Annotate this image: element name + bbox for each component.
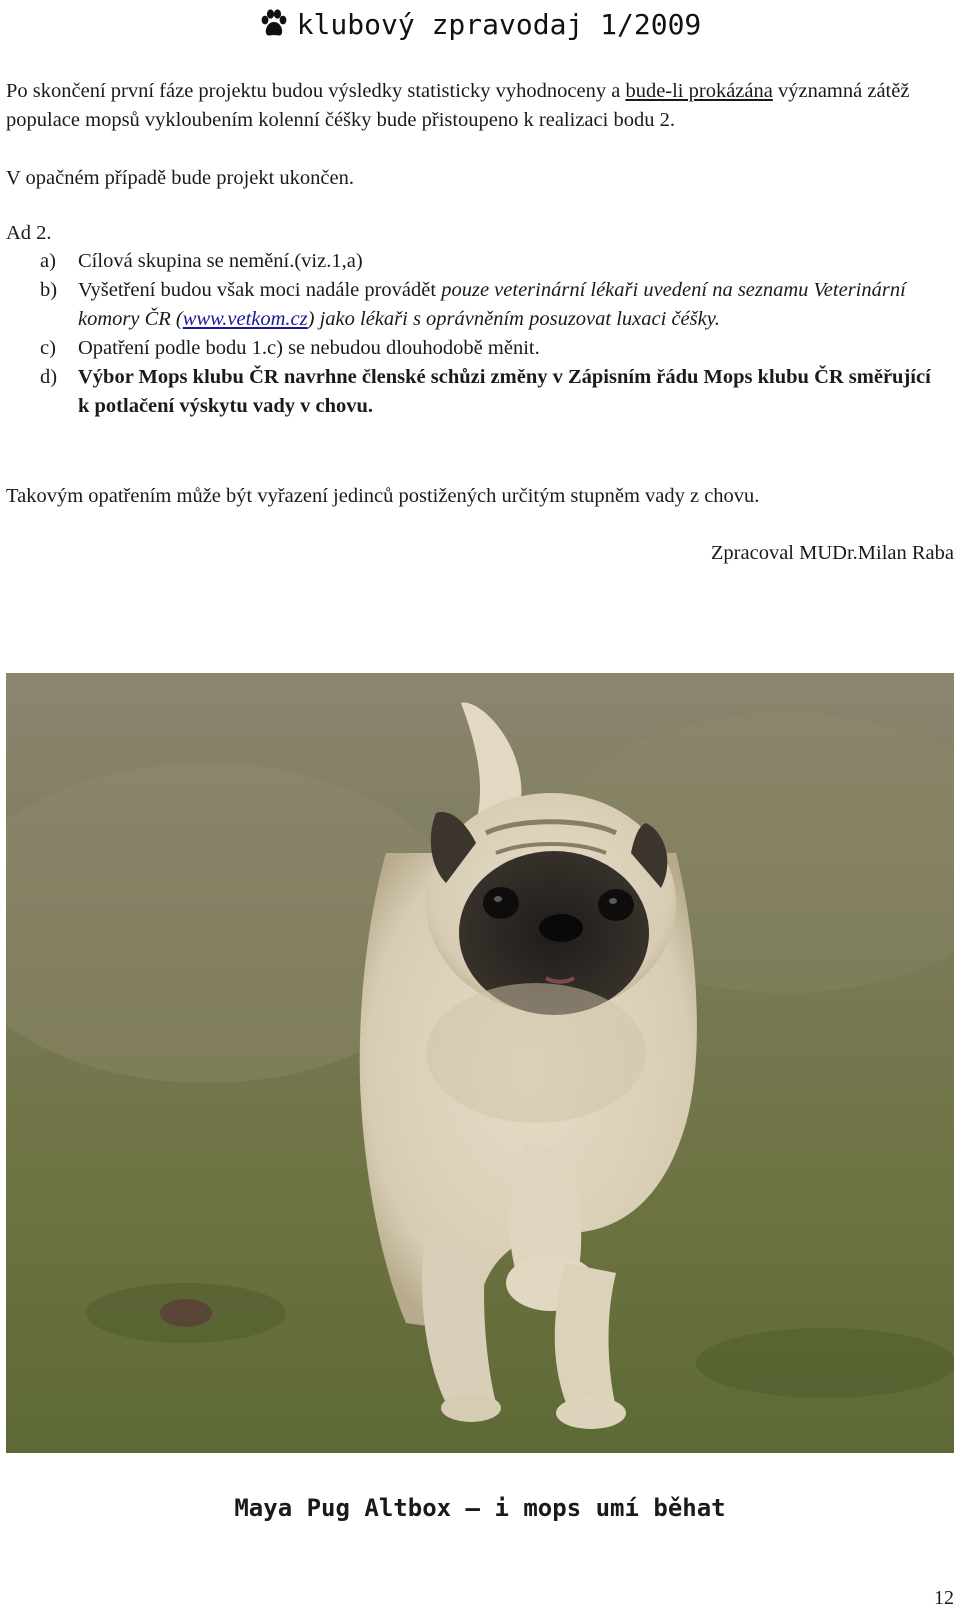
list-item-text: Opatření podle bodu 1.c) se nebudou dlouhodobě měnit. <box>78 337 540 359</box>
list-item <box>40 247 940 276</box>
list-marker: b) <box>40 279 58 301</box>
signature: Zpracoval MUDr.Milan Raba <box>710 542 954 564</box>
list-item <box>40 276 940 334</box>
list-item-text: Vyšetření budou však moci nadále provádět pouze veterinární lékaři uvedení na seznamu Veterinární komory ČR (www.vetkom.cz) jako lékaři s oprávněním posuzovat luxaci čéšky. <box>78 279 906 330</box>
list-item-text: Výbor Mops klubu ČR navrhne členské schůzi změny v Zápisním řádu Mops klubu ČR směřující k potlačení výskytu vady v chovu. <box>78 366 931 417</box>
pug-photo <box>6 673 954 1453</box>
paragraph-intro: Po skončení první fáze projektu budou výsledky statisticky vyhodnoceny a bude-li prokázána významná zátěž populace mopsů vykloubením kolenní čéšky bude přistoupeno k realizaci bodu 2. <box>6 80 910 131</box>
page-header <box>0 2 960 46</box>
list-marker: a) <box>40 250 56 272</box>
list-marker: d) <box>40 366 58 388</box>
list-item <box>40 363 940 421</box>
paragraph-end-condition: V opačném případě bude projekt ukončen. <box>6 167 355 189</box>
paw-icon <box>259 9 289 39</box>
list-item <box>40 334 940 363</box>
list-marker: c) <box>40 337 56 359</box>
paragraph-conclusion: Takovým opatřením může být vyřazení jedinců postižených určitým stupněm vady z chovu. <box>6 485 760 507</box>
header-title: klubový zpravodaj 1/2009 <box>296 7 702 41</box>
measures-list <box>40 247 940 421</box>
underlined-phrase: bude-li prokázána <box>625 80 773 102</box>
section-title: Ad 2. <box>6 222 52 244</box>
list-item-text: Cílová skupina se nemění.(viz.1,a) <box>78 250 363 272</box>
page-number: 12 <box>934 1587 954 1609</box>
vetkom-link[interactable]: www.vetkom.cz <box>182 308 308 330</box>
photo-caption: Maya Pug Altbox – i mops umí běhat <box>234 1494 726 1522</box>
